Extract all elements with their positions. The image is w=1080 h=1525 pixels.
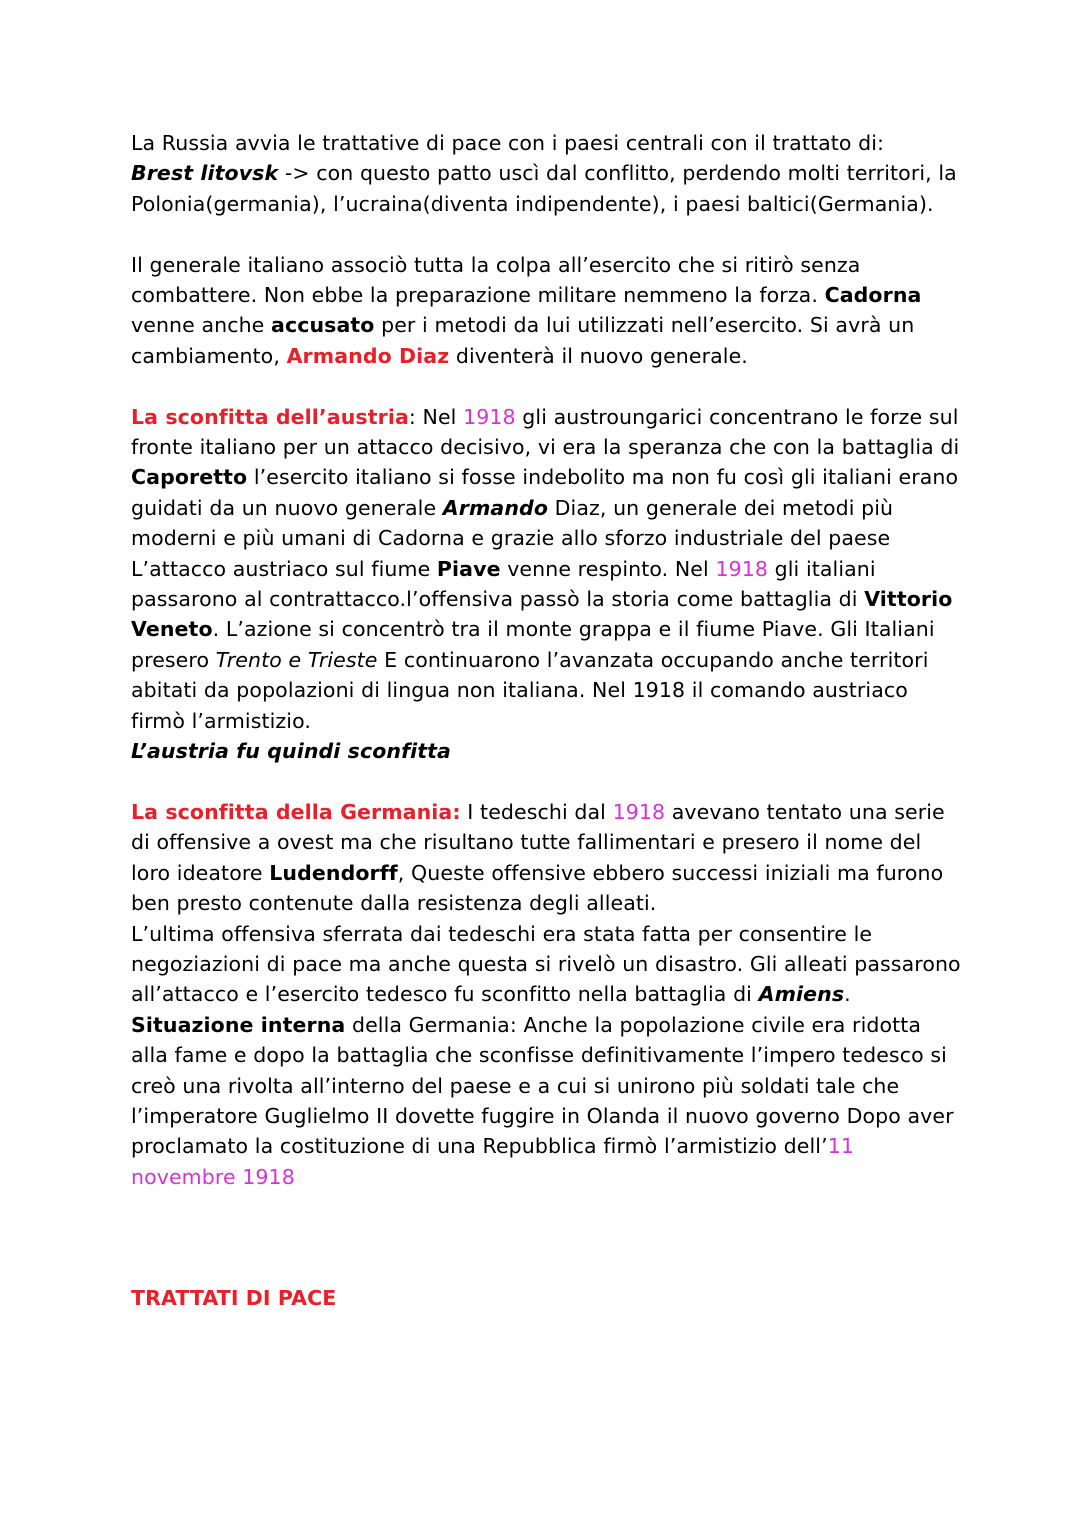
- text: : Nel: [408, 404, 464, 429]
- date-1918: 1918: [715, 556, 769, 581]
- paragraph-russia: [131, 128, 961, 219]
- section-heading-trattati: TRATTATI DI PACE: [131, 1286, 337, 1311]
- document-page: [131, 128, 961, 1314]
- armando-diaz-term: Armando Diaz: [286, 343, 450, 368]
- paragraph-austria: [131, 402, 961, 767]
- paragraph-cadorna: [131, 250, 961, 372]
- text: venne respinto. Nel: [500, 556, 716, 581]
- text: . L’azione si concentrò tra il monte grappa e il fiume Piave. Gli Italiani presero: [131, 617, 935, 672]
- trento-trieste-term: Trento e Trieste: [215, 647, 378, 672]
- section-heading-austria: La sconfitta dell’austria: [131, 404, 409, 429]
- text: .: [844, 982, 851, 1007]
- text: E continuarono l’avanzata occupando anche territori abitati da popolazioni di lingua non italiana. Nel 1918 il comando austriaco firmò l’armistizio.: [131, 647, 929, 733]
- text: gli italiani passarono al contrattacco.l’offensiva passò la storia come battaglia di: [131, 556, 876, 612]
- caporetto-term: Caporetto: [131, 465, 248, 490]
- text: I tedeschi dal: [460, 799, 613, 824]
- vittorio-veneto-term: Vittorio Veneto: [131, 587, 953, 642]
- paragraph-germania: [131, 797, 961, 1192]
- text: della Germania: Anche la popolazione civile era ridotta alla fame e dopo la battaglia che sconfisse definitivamente l’impero tedesco si creò una rivolta all’interno del paese e a cui si unirono più soldati tale che l’imperatore Guglielmo II dovette fuggire in Olanda il nuovo governo Dopo aver proclamato la costituzione di una Repubblica firmò l’armistizio dell’: [131, 1012, 954, 1159]
- situazione-interna-term: Situazione interna: [131, 1012, 346, 1037]
- armistice-date: 11 novembre 1918: [131, 1134, 855, 1189]
- text: gli austroungarici concentrano le forze sul fronte italiano per un attacco decisivo, vi era la speranza che con la battaglia di: [131, 404, 960, 460]
- date-1918: 1918: [463, 404, 516, 429]
- section-heading-germania: La sconfitta della Germania:: [131, 799, 461, 824]
- accusato-term: accusato: [271, 313, 375, 338]
- text: -> con questo patto uscì dal conflitto, perdendo molti territori, la Polonia(germania), l’ucraina(diventa indipendente), i paesi baltici(Germania).: [131, 161, 957, 216]
- austria-conclusion: L’austria fu quindi sconfitta: [131, 739, 451, 764]
- brest-litovsk-term: Brest litovsk: [131, 161, 279, 186]
- text: , Queste offensive ebbero successi iniziali ma furono ben presto contenute dalla resistenza degli alleati.: [131, 860, 944, 916]
- text: venne anche: [131, 313, 272, 338]
- text: Diaz, un generale dei metodi più moderni e più umani di Cadorna e grazie allo sforzo industriale del paese L’attacco austriaco sul fiume: [131, 495, 894, 581]
- ludendorff-term: Ludendorff: [269, 860, 398, 885]
- cadorna-term: Cadorna: [824, 283, 922, 308]
- text: diventerà il nuovo generale.: [449, 343, 748, 368]
- text: per i metodi da lui utilizzati nell’esercito. Si avrà un cambiamento,: [131, 313, 915, 368]
- text: Il generale italiano associò tutta la colpa all’esercito che si ritirò senza combattere. Non ebbe la preparazione militare nemmeno la forza.: [131, 252, 861, 308]
- text: avevano tentato una serie di offensive a ovest ma che risultano tutte fallimentari e presero il nome del loro ideatore: [131, 799, 945, 885]
- amiens-term: Amiens: [758, 982, 845, 1007]
- text: La Russia avvia le trattative di pace con i paesi centrali con il trattato di:: [131, 131, 885, 155]
- armando-term: Armando: [442, 495, 549, 520]
- piave-term: Piave: [436, 556, 501, 581]
- date-1918: 1918: [612, 799, 666, 824]
- text: L’ultima offensiva sferrata dai tedeschi era stata fatta per consentire le negoziazioni di pace ma anche questa si rivelò un disastro. Gli alleati passarono all’attacco e l’esercito tedesco fu sconfitto nella battaglia di: [131, 921, 961, 1007]
- text: l’esercito italiano si fosse indebolito ma non fu così gli italiani erano guidati da un nuovo generale: [131, 465, 959, 520]
